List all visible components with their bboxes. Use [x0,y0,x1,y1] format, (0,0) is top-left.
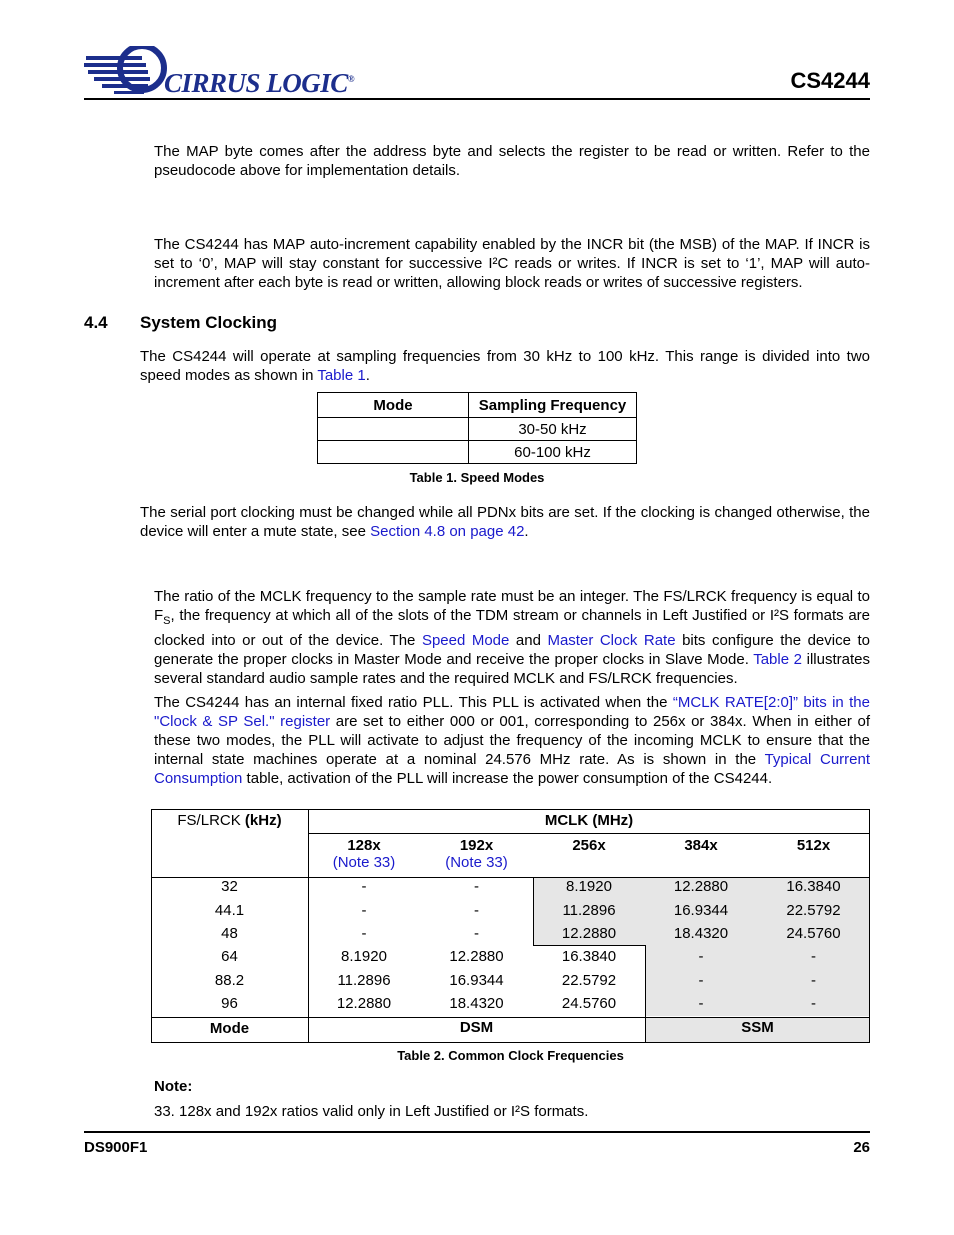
ssm-label: SSM [741,1019,774,1036]
fs-value-cell: 96 [221,995,238,1012]
table2-link[interactable]: Table 2 [753,651,803,668]
table1-link[interactable]: Table 1 [317,367,366,384]
table2-caption: Table 2. Common Clock Frequencies [397,1048,624,1063]
auto-increment-paragraph: The CS4244 has MAP auto-increment capability enabled by the INCR bit (the MSB) of the MAP. If INCR is set to ‘0’, MAP will stay constant for successive I²C reads or writes. If INCR is set to ‘1’, MAP will auto-increment after each byte is read or written, allowing block reads or writes of successive registers. [154,236,870,291]
speed-mode-paragraph: The CS4244 will operate at sampling frequencies from 30 kHz to 100 kHz. This range is divided into two speed modes as shown in Table 1. [140,348,870,384]
mclk-value-cell: 11.2896 [562,902,616,919]
mclk-value-cell: 16.3840 [786,878,841,895]
note-33-link[interactable]: (Note 33) [332,854,396,871]
mclk-value-cell: 8.1920 [341,948,387,965]
mclk-value-cell: 16.9344 [673,902,729,919]
mclk-value-cell: - [361,878,367,895]
mclk-value-cell: - [811,948,816,965]
fs-value-cell: 88.2 [214,972,245,989]
mclk-value-cell: 11.2896 [337,972,391,989]
section-heading [84,313,277,333]
mclk-value-cell: 16.3840 [561,948,617,965]
col-head-512x: 512x [796,837,831,854]
cirrus-logo-icon [84,46,174,102]
fs-value-cell: 48 [221,925,238,942]
mclk-value-cell: - [811,995,816,1012]
master-clock-rate-link[interactable]: Master Clock Rate [547,632,676,649]
note-item: 33. 128x and 192x ratios valid only in Left Justified or I²S formats. [154,1103,589,1120]
mclk-ratio-paragraph: The ratio of the MCLK frequency to the sample rate must be an integer. The FS/LRCK frequency is equal to $F_S$, the frequency at which all of the slots of the TDM stream or channels in Left Justified or I²S formats are clocked into or out of the device. The Speed Mode and Master Clock Rate bits configure the device to generate the proper clocks in Master Mode and receive the proper clocks in Slave Mode. Table 2 illustrates several standard audio sample rates and the required MCLK and FS/LRCK frequencies. [154,588,870,687]
table1-cell [318,418,469,441]
mclk-value-cell: 18.4320 [449,995,504,1012]
col-head-256x: 256x [572,837,606,854]
pll-paragraph: The CS4244 has an internal fixed ratio PLL. This PLL is activated when the “MCLK RATE[2:0]” bits in the "Clock & SP Sel." register are set to either 000 or 001, corresponding to 256x or 384x. When in either of these two modes, the PLL will activate to adjust the frequency of the incoming MCLK to ensure that the internal state machines operate at a nominal 24.576 MHz rate. As is shown in the Typical Current Consumption table, activation of the PLL will increase the power consumption of the CS4244. [154,694,870,787]
table1-header-freq: Sampling Frequency [469,393,637,418]
mclk-value-cell: - [811,972,816,989]
mode-label: Mode [209,1020,250,1037]
mclk-value-cell: 12.2880 [673,878,729,895]
mclk-header: MCLK (MHz) [544,812,634,829]
fs-value-cell: 64 [221,948,238,965]
section-title: System Clocking [140,313,277,332]
fs-value-cell: 32 [221,878,238,895]
section-4-8-link[interactable]: Section 4.8 on page 42 [370,523,525,540]
mclk-value-cell: 18.4320 [673,925,729,942]
header-rule [84,98,870,100]
mclk-rate-link[interactable]: “MCLK RATE[2:0]” bits in the "Clock & SP Sel." register [154,694,870,730]
speed-modes-table [317,392,637,464]
doc-title: CS4244 [790,68,870,93]
speed-mode-link[interactable]: Speed Mode [421,632,510,649]
mclk-value-cell: 12.2880 [449,948,504,965]
fs-lrck-header: FS/LRCK (kHz) [177,812,282,829]
typical-current-link[interactable]: Typical Current Consumption [154,751,870,787]
mclk-value-cell: 22.5792 [786,902,841,919]
doc-id: DS900F1 [84,1139,148,1156]
mclk-value-cell: - [361,902,367,919]
mclk-value-cell: - [698,995,704,1012]
brand-name: CIRRUS LOGIC® [164,68,355,98]
note-33-link[interactable]: (Note 33) [445,854,508,871]
table1-cell: 30-50 kHz [469,418,637,441]
mclk-value-cell: 16.9344 [449,972,504,989]
section-number: 4.4 [84,313,108,332]
serial-port-paragraph: The serial port clocking must be changed while all PDNx bits are set. If the clocking is changed otherwise, the device will enter a mute state, see Section 4.8 on page 42. [140,504,870,540]
clock-frequencies-table [151,809,870,1043]
col-head-384x: 384x [684,837,718,854]
mclk-value-cell: 24.5760 [561,995,617,1012]
fs-value-cell: 44.1 [214,902,245,919]
col-head-128x: 128x (Note 33) [308,837,420,871]
mclk-value-cell: 12.2880 [561,925,617,942]
mclk-value-cell: 22.5792 [561,972,617,989]
mclk-value-cell: - [698,972,704,989]
table1-cell [318,441,469,464]
mclk-value-cell: - [474,878,479,895]
mclk-value-cell: - [361,925,367,942]
mclk-value-cell: 24.5760 [786,925,841,942]
note-title: Note: [154,1078,193,1095]
mclk-value-cell: - [698,948,704,965]
page-number: 26 [853,1139,870,1156]
mclk-value-cell: 8.1920 [566,878,612,895]
footer-rule [84,1131,870,1133]
map-paragraph: The MAP byte comes after the address byte and selects the register to be read or written. Refer to the pseudocode above for implementation details. [154,143,870,179]
mclk-value-cell: 12.2880 [336,995,392,1012]
table1-cell: 60-100 kHz [469,441,637,464]
mclk-value-cell: - [474,902,479,919]
table1-header-mode: Mode [318,393,469,418]
mclk-value-cell: - [474,925,479,942]
col-head-192x: 192x (Note 33) [420,837,533,871]
table1-caption: Table 1. Speed Modes [409,470,545,485]
dsm-label: DSM [459,1019,494,1036]
